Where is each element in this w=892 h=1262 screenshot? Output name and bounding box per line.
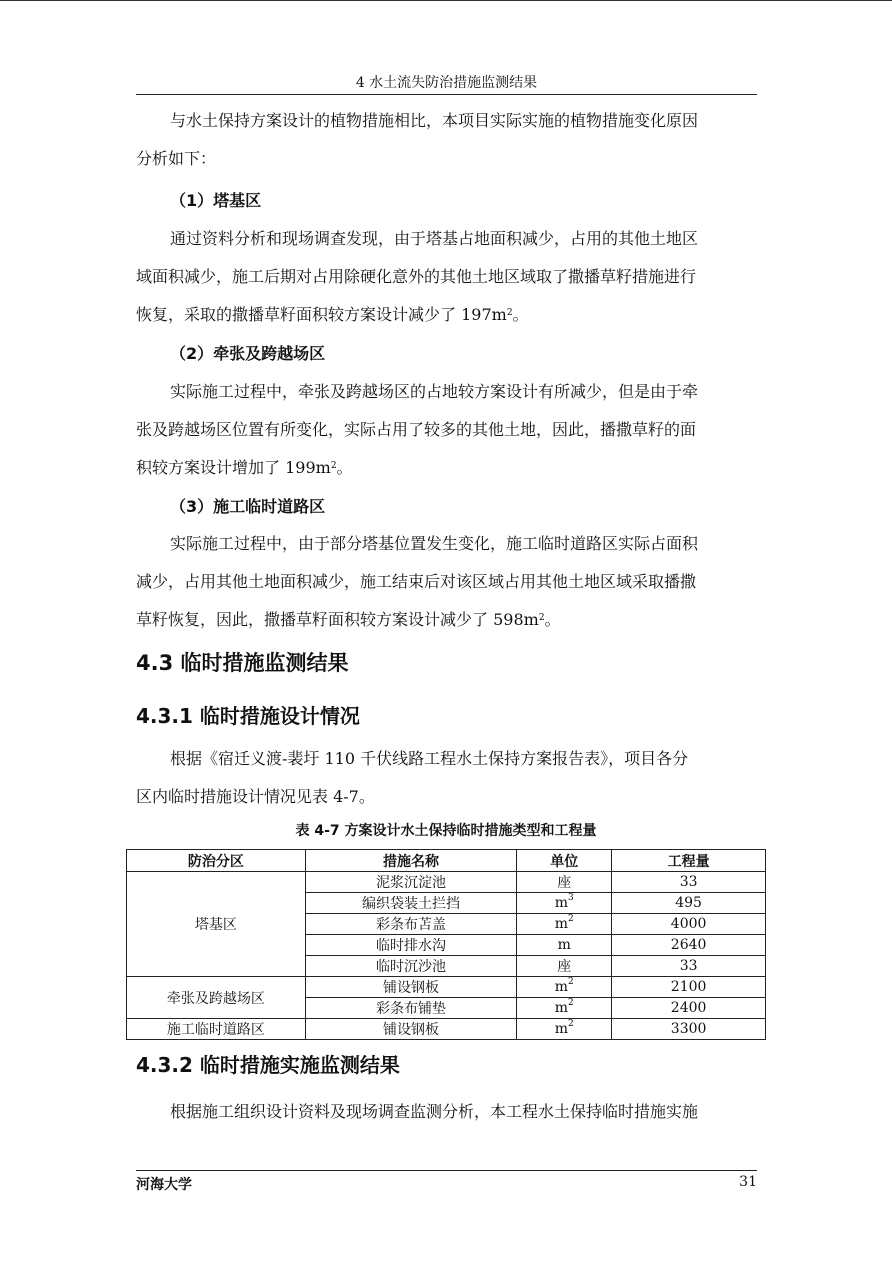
column-header: 措施名称 xyxy=(305,850,517,872)
text-line xyxy=(136,296,757,334)
footer-rule xyxy=(136,1170,757,1171)
quantity-cell: 2100 xyxy=(612,977,766,998)
measure-cell: 临时沉沙池 xyxy=(305,956,517,977)
unit-text: m xyxy=(557,937,571,953)
quantity-cell: 33 xyxy=(612,872,766,893)
paragraph-design-intro xyxy=(136,740,757,816)
unit-cell xyxy=(517,935,612,956)
text-line: 通过资料分析和现场调查发现，由于塔基占地面积减少，占用的其他土地区 xyxy=(170,229,699,248)
text-run: 。 xyxy=(336,458,353,477)
measure-cell: 彩条布铺垫 xyxy=(305,998,517,1019)
text-line: 实际施工过程中，由于部分塔基位置发生变化，施工临时道路区实际占面积 xyxy=(170,534,699,553)
running-header: 4 水土流失防治措施监测结果 xyxy=(355,75,538,91)
unit-cell xyxy=(517,893,612,914)
measure-cell: 铺设钢板 xyxy=(305,977,517,998)
text-line: 减少，占用其他土地面积减少，施工结束后对该区域占用其他土地区域采取播撒 xyxy=(136,572,697,591)
section-heading-4-3-2: 4.3.2 临时措施实施监测结果 xyxy=(136,1053,400,1077)
unit-cell xyxy=(517,977,612,998)
table-row xyxy=(127,872,766,893)
text-line: 与水土保持方案设计的植物措施相比，本项目实际实施的植物措施变化原因 xyxy=(170,111,699,130)
text-line: 分析如下： xyxy=(136,149,217,168)
zone-cell: 施工临时道路区 xyxy=(127,1019,306,1040)
text-line: 根据《宿迁义渡-裴圩 110 千伏线路工程水土保持方案报告表》，项目各分 xyxy=(170,749,689,768)
superscript: 2 xyxy=(330,461,337,471)
measure-cell: 编织袋装土拦挡 xyxy=(305,893,517,914)
unit-superscript: 2 xyxy=(568,914,574,924)
unit-cell xyxy=(517,872,612,893)
table-caption: 表 4-7 方案设计水土保持临时措施类型和工程量 xyxy=(295,823,597,839)
quantity-cell: 3300 xyxy=(612,1019,766,1040)
unit-text: m xyxy=(554,979,569,995)
superscript: 2 xyxy=(538,613,545,623)
unit-superscript: 2 xyxy=(568,998,574,1008)
text-run: 恢复，采取的撒播草籽面积较方案设计减少了 197m xyxy=(136,305,507,324)
text-line: 区内临时措施设计情况见表 4-7。 xyxy=(136,787,375,806)
unit-text: m xyxy=(554,1021,569,1037)
text-line xyxy=(136,601,757,639)
temporary-measures-table xyxy=(126,849,766,1040)
unit-cell xyxy=(517,998,612,1019)
footer-institution: 河海大学 xyxy=(136,1177,192,1193)
unit-superscript: 2 xyxy=(568,977,574,987)
zone-cell: 牵张及跨越场区 xyxy=(127,977,306,1019)
text-run: 草籽恢复，因此，撒播草籽面积较方案设计减少了 598m xyxy=(136,610,539,629)
section-heading-4-3: 4.3 临时措施监测结果 xyxy=(136,651,349,675)
unit-cell xyxy=(517,914,612,935)
unit-text: m xyxy=(554,1000,569,1016)
unit-superscript: 2 xyxy=(568,1019,574,1029)
subheading-temporary-road: （3）施工临时道路区 xyxy=(170,497,326,516)
top-border-line xyxy=(0,0,892,1)
header-rule xyxy=(136,94,757,95)
unit-text: 座 xyxy=(557,875,572,891)
quantity-cell: 33 xyxy=(612,956,766,977)
measure-cell: 临时排水沟 xyxy=(305,935,517,956)
text-line: 域面积减少，施工后期对占用除硬化意外的其他土地区域取了撒播草籽措施进行 xyxy=(136,267,697,286)
unit-cell xyxy=(517,956,612,977)
column-header: 单位 xyxy=(517,850,612,872)
text-line: 实际施工过程中，牵张及跨越场区的占地较方案设计有所减少，但是由于牵 xyxy=(170,382,699,401)
text-run: 。 xyxy=(512,305,529,324)
measure-cell: 泥浆沉淀池 xyxy=(305,872,517,893)
paragraph-implementation xyxy=(136,1093,757,1131)
table-header-row xyxy=(127,850,766,872)
page-number: 31 xyxy=(739,1174,757,1190)
paragraph-tower-base xyxy=(136,220,757,334)
zone-cell: 塔基区 xyxy=(127,872,306,977)
table-row xyxy=(127,977,766,998)
text-line: 张及跨越场区位置有所变化，实际占用了较多的其他土地，因此，播撒草籽的面 xyxy=(136,420,697,439)
subheading-tower-base: （1）塔基区 xyxy=(170,191,262,210)
text-run: 。 xyxy=(544,610,561,629)
quantity-cell: 2640 xyxy=(612,935,766,956)
unit-text: m xyxy=(554,895,569,911)
text-line xyxy=(136,449,757,487)
text-line: 根据施工组织设计资料及现场调查监测分析，本工程水土保持临时措施实施 xyxy=(170,1102,699,1121)
column-header: 防治分区 xyxy=(127,850,306,872)
measure-cell: 彩条布苫盖 xyxy=(305,914,517,935)
quantity-cell: 495 xyxy=(612,893,766,914)
quantity-cell: 2400 xyxy=(612,998,766,1019)
intro-paragraph xyxy=(136,102,757,178)
text-run: 积较方案设计增加了 199m xyxy=(136,458,331,477)
section-heading-4-3-1: 4.3.1 临时措施设计情况 xyxy=(136,704,360,728)
superscript: 2 xyxy=(506,308,513,318)
unit-superscript: 3 xyxy=(568,893,574,903)
unit-cell xyxy=(517,1019,612,1040)
paragraph-stringing-area xyxy=(136,373,757,487)
unit-text: 座 xyxy=(557,959,572,975)
column-header: 工程量 xyxy=(612,850,766,872)
paragraph-temporary-road xyxy=(136,525,757,639)
measure-cell: 铺设钢板 xyxy=(305,1019,517,1040)
table-row xyxy=(127,1019,766,1040)
quantity-cell: 4000 xyxy=(612,914,766,935)
subheading-stringing-area: （2）牵张及跨越场区 xyxy=(170,344,326,363)
unit-text: m xyxy=(554,916,569,932)
